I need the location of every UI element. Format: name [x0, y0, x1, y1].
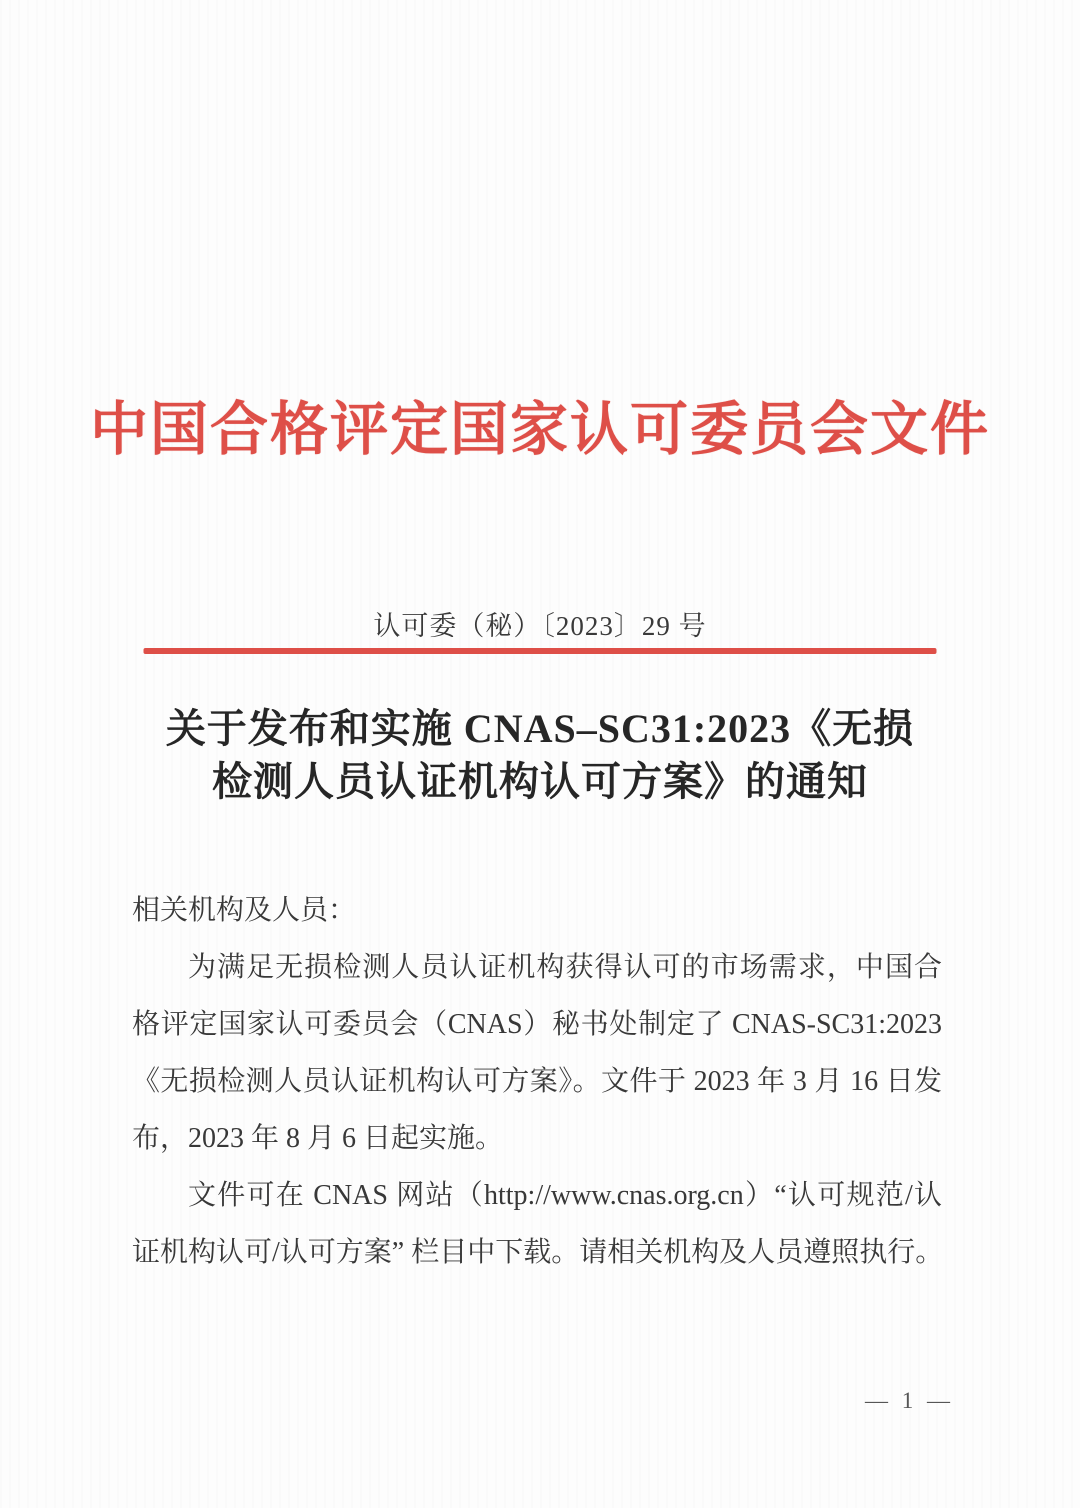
body-line: 文件可在 CNAS 网站（http://www.cnas.org.cn）“认可规范/认	[188, 1180, 942, 1211]
body-line: 证机构认可/认可方案” 栏目中下载。请相关机构及人员遵照执行。	[132, 1237, 944, 1268]
document-number: 认可委（秘）〔2023〕29 号	[373, 611, 707, 641]
body-line: 《无损检测人员认证机构认可方案》。文件于 2023 年 3 月 16 日发	[132, 1066, 942, 1097]
document-header-title: 中国合格评定国家认可委员会文件	[89, 397, 990, 462]
body-line: 相关机构及人员：	[132, 895, 357, 926]
body-line: 布，2023 年 8 月 6 日起实施。	[132, 1123, 504, 1154]
notice-title	[0, 702, 1080, 808]
page-number: — 1 —	[865, 1388, 952, 1413]
notice-title-line-1: 关于发布和实施 CNAS–SC31:2023《无损	[165, 706, 915, 751]
document-body	[132, 882, 942, 1281]
body-line: 为满足无损检测人员认证机构获得认可的市场需求，中国合	[188, 952, 942, 983]
body-line: 格评定国家认可委员会（CNAS）秘书处制定了 CNAS-SC31:2023	[132, 1009, 942, 1040]
notice-title-line-2: 检测人员认证机构认可方案》的通知	[212, 759, 868, 804]
red-divider-line	[144, 648, 937, 654]
